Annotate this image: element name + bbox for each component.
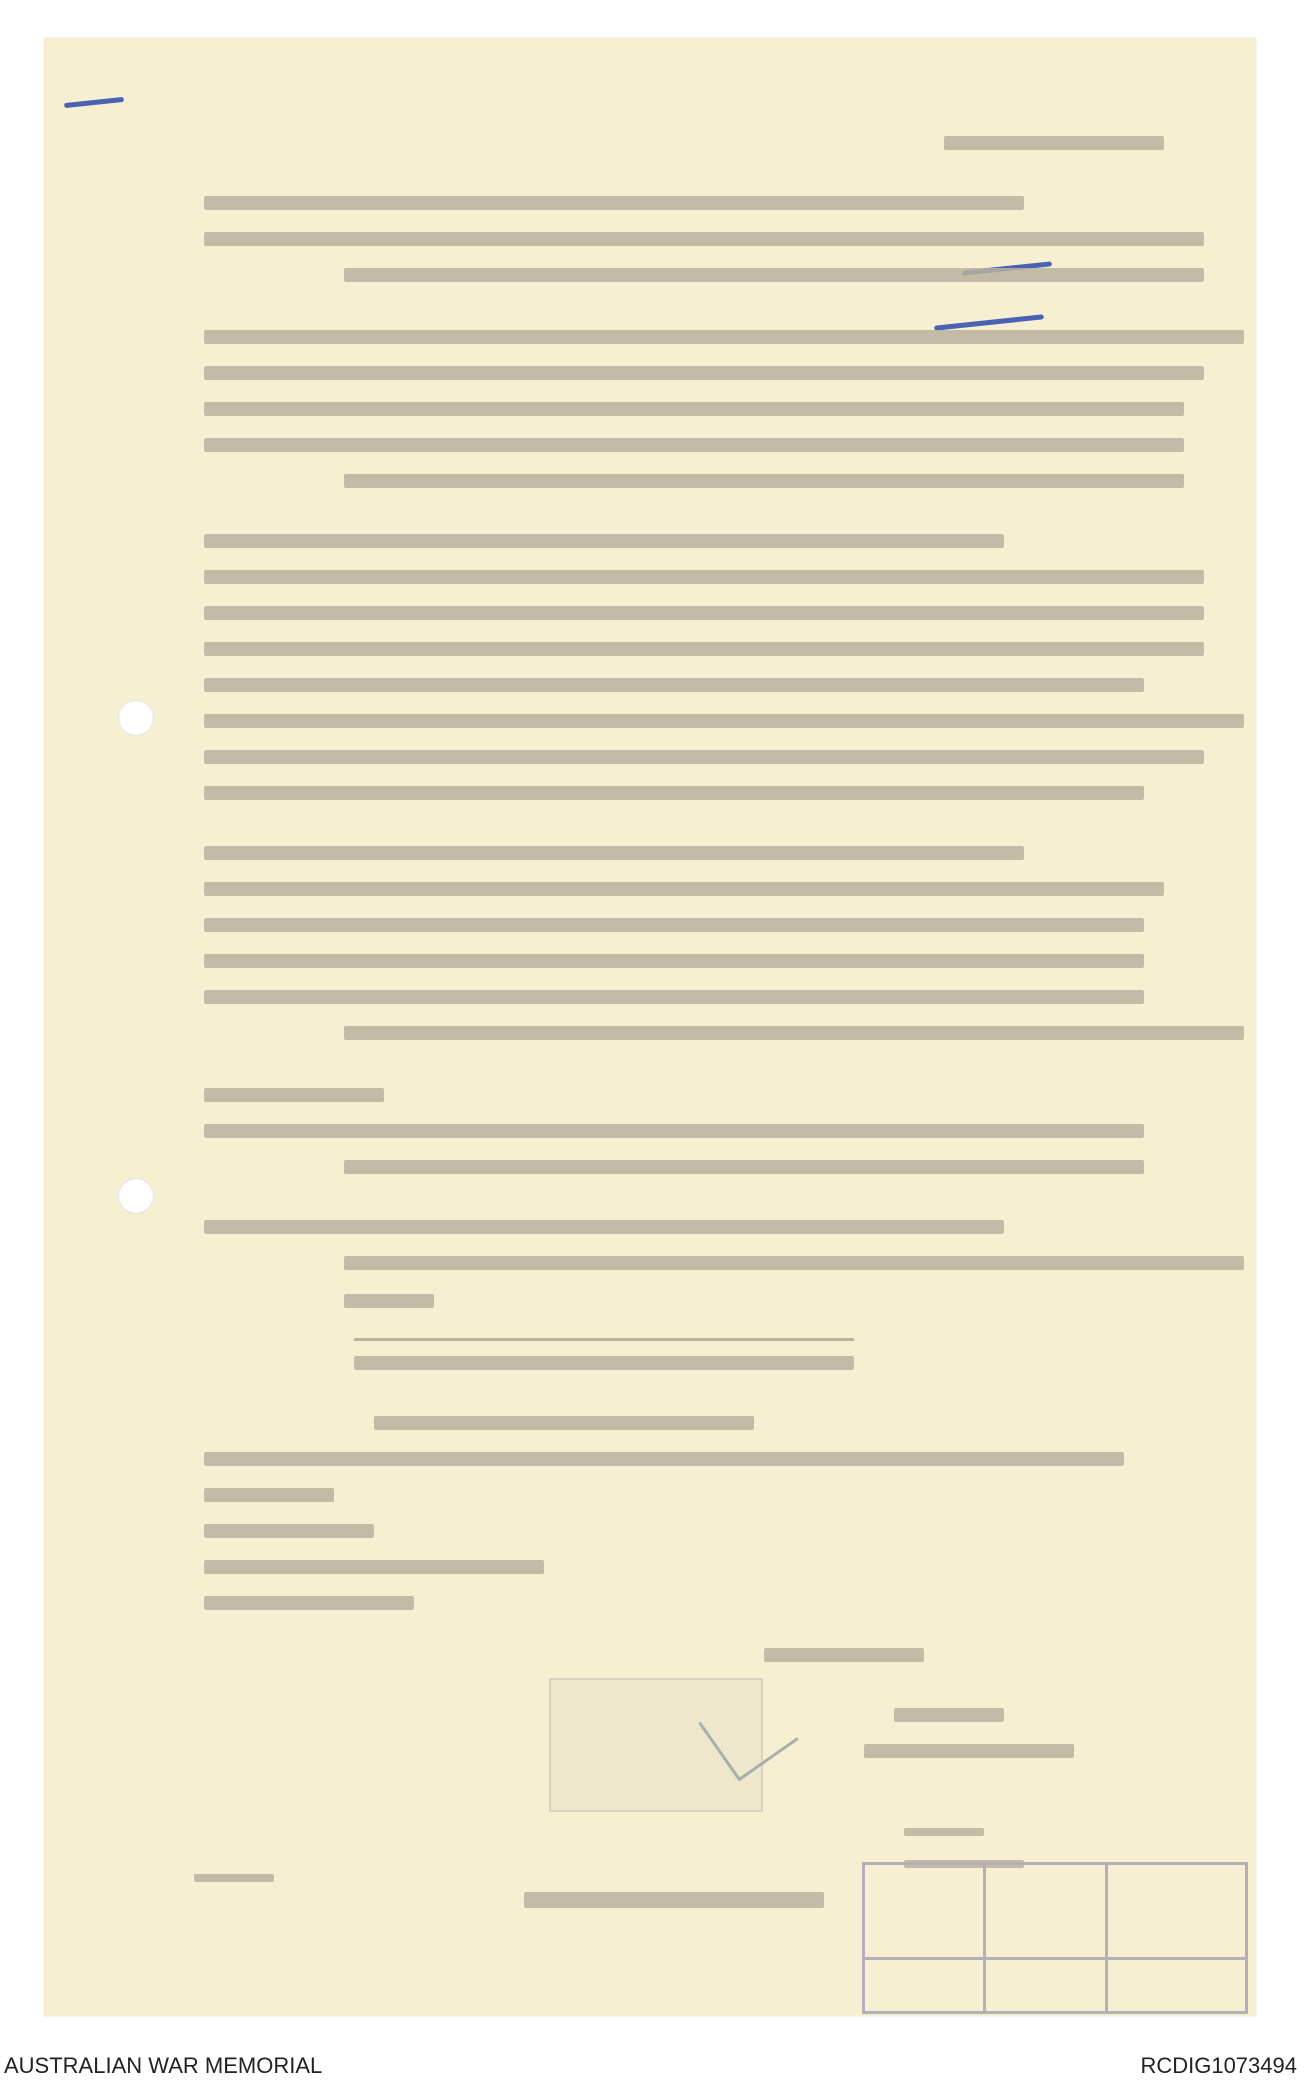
typed-line — [204, 1596, 414, 1610]
typed-line — [204, 750, 1204, 764]
punch-hole-upper — [118, 700, 154, 736]
typed-line — [204, 882, 1164, 896]
registry-stamp — [862, 1862, 1248, 2014]
typed-line — [204, 846, 1024, 860]
typed-line — [204, 954, 1144, 968]
typed-line — [204, 1524, 374, 1538]
typed-line — [344, 1026, 1244, 1040]
typed-line — [204, 714, 1244, 728]
stamp-divider — [1105, 1865, 1108, 2011]
typed-line — [904, 1828, 984, 1836]
typed-line — [204, 232, 1204, 246]
typed-line — [204, 366, 1204, 380]
typed-line — [204, 1452, 1124, 1466]
typed-line — [344, 474, 1184, 488]
document-page — [44, 38, 1256, 2016]
typed-line — [204, 1488, 334, 1502]
underline — [354, 1338, 854, 1341]
stamp-divider — [983, 1865, 986, 2011]
typed-line — [204, 1124, 1144, 1138]
typed-line — [524, 1892, 824, 1908]
typed-line — [344, 268, 1204, 282]
typed-line — [204, 642, 1204, 656]
typed-line — [204, 438, 1184, 452]
typed-line — [204, 606, 1204, 620]
typed-line — [944, 136, 1164, 150]
catalogue-number: RCDIG1073494 — [1140, 2053, 1297, 2078]
typed-line — [204, 570, 1204, 584]
typed-line — [344, 1160, 1144, 1174]
typed-line — [204, 990, 1144, 1004]
typed-line — [204, 196, 1024, 210]
punch-hole-lower — [118, 1178, 154, 1214]
typed-line — [204, 1220, 1004, 1234]
typed-line — [764, 1648, 924, 1662]
typed-line — [354, 1356, 854, 1370]
handwritten-annotation — [934, 314, 1044, 330]
typed-line — [204, 918, 1144, 932]
typed-line — [204, 330, 1244, 344]
typed-line — [204, 402, 1184, 416]
typed-line — [204, 786, 1144, 800]
institution-caption: AUSTRALIAN WAR MEMORIAL — [4, 2053, 323, 2078]
handwritten-annotation — [64, 97, 124, 108]
stamp-divider — [865, 1957, 1245, 1960]
typed-line — [204, 678, 1144, 692]
typed-line — [344, 1294, 434, 1308]
typed-line — [194, 1874, 274, 1882]
typed-line — [864, 1744, 1074, 1758]
typed-line — [344, 1256, 1244, 1270]
typed-line — [204, 1088, 384, 1102]
typed-line — [204, 1560, 544, 1574]
typed-line — [374, 1416, 754, 1430]
typed-line — [204, 534, 1004, 548]
typed-line — [894, 1708, 1004, 1722]
